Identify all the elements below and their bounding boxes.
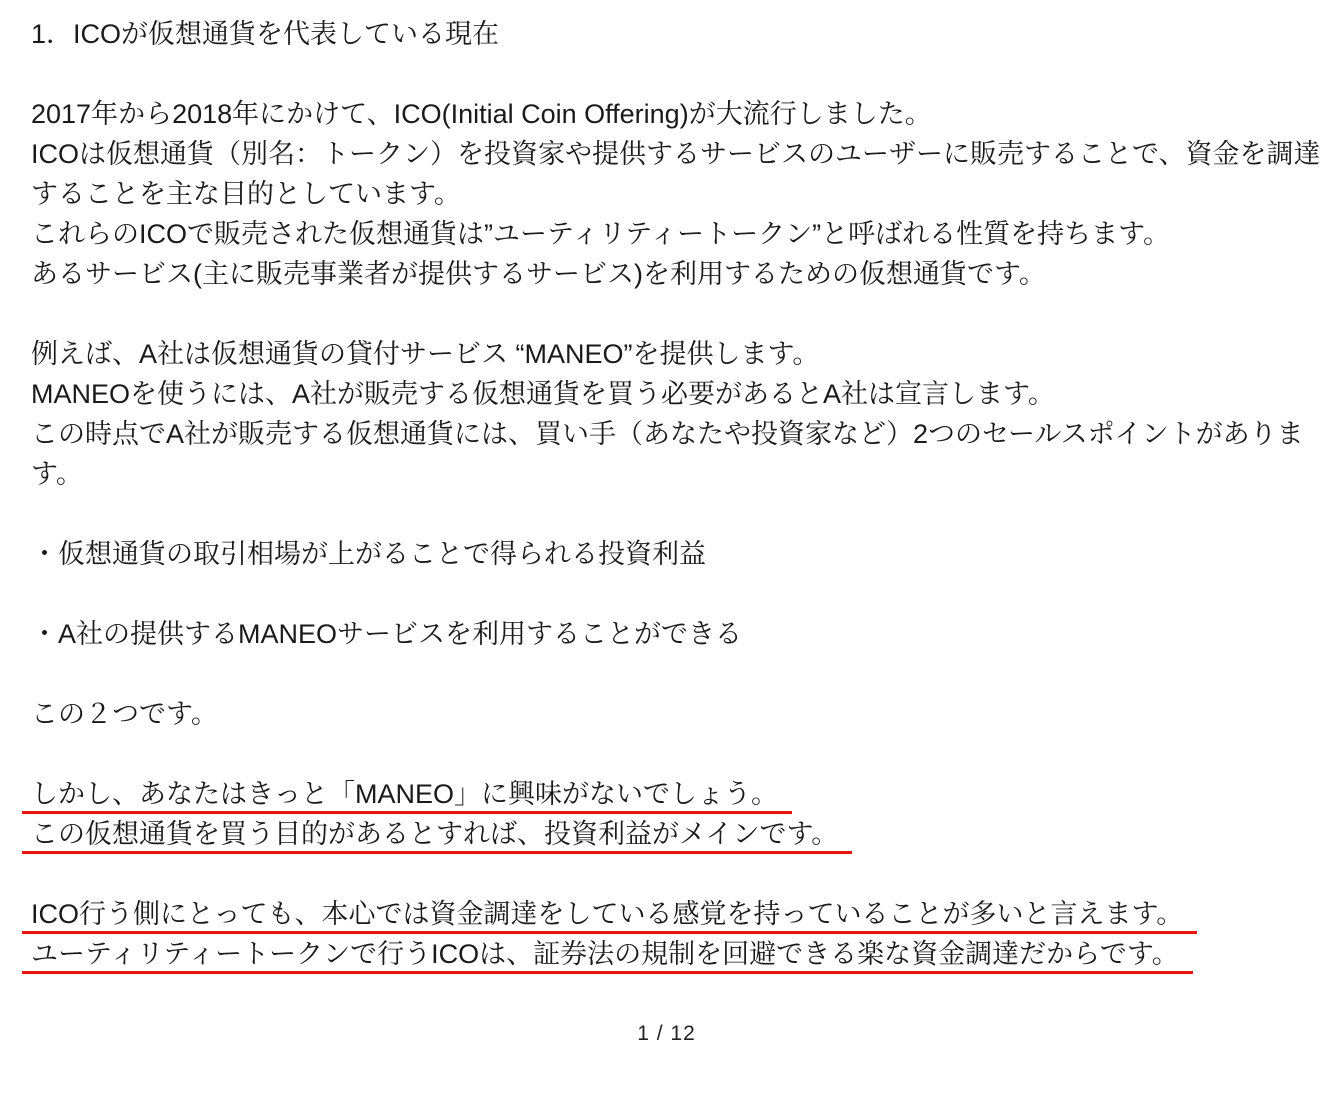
line-text: この時点でA社が販売する仮想通貨には、買い手（あなたや投資家など）2つのセールスポイントがありま xyxy=(31,419,1304,449)
paragraph xyxy=(31,694,1302,734)
text-line xyxy=(31,214,1302,254)
text-line xyxy=(31,934,1302,974)
red-underlined-text: しかし、あなたはきっと「MANEO」に興味がないでしょう。 xyxy=(22,779,792,814)
text-line xyxy=(31,774,1302,814)
text-line xyxy=(31,174,1302,214)
line-text: 2017年から2018年にかけて、ICO(Initial Coin Offering)が大流行しました。 xyxy=(31,99,932,129)
line-text: ICOは仮想通貨（別名：トークン）を投資家や提供するサービスのユーザーに販売することで、資金を調達 xyxy=(31,139,1321,169)
line-text: ・A社の提供するMANEOサービスを利用することができる xyxy=(31,619,743,649)
line-text: ・仮想通貨の取引相場が上がることで得られる投資利益 xyxy=(31,539,706,569)
section-heading: 1．ICOが仮想通貨を代表している現在 xyxy=(31,19,500,49)
text-line xyxy=(31,94,1302,134)
line-text: MANEOを使うには、A社が販売する仮想通貨を買う必要があるとA社は宣言します。 xyxy=(31,379,1055,409)
text-line xyxy=(31,534,1302,574)
paragraph xyxy=(31,614,1302,654)
line-text: これらのICOで販売された仮想通貨は”ユーティリティートークン”と呼ばれる性質を持ちます。 xyxy=(31,219,1170,249)
text-line xyxy=(31,414,1302,454)
text-line xyxy=(31,814,1302,854)
document-body xyxy=(31,94,1321,974)
red-underlined-text: ユーティリティートークンで行うICOは、証券法の規制を回避できる楽な資金調達だからです。 xyxy=(22,939,1193,974)
text-line xyxy=(31,254,1302,294)
red-underlined-text: この仮想通貨を買う目的があるとすれば、投資利益がメインです。 xyxy=(22,819,852,854)
text-line xyxy=(31,894,1302,934)
paragraph xyxy=(31,534,1302,574)
paragraph xyxy=(31,894,1302,974)
red-underlined-text: ICO行う側にとっても、本心では資金調達をしている感覚を持っていることが多いと言えます。 xyxy=(22,899,1197,934)
paragraph xyxy=(31,94,1321,294)
text-line xyxy=(31,374,1302,414)
text-line xyxy=(31,334,1302,374)
line-text: す。 xyxy=(31,459,83,489)
text-line xyxy=(31,694,1302,734)
line-text: あるサービス(主に販売事業者が提供するサービス)を利用するための仮想通貨です。 xyxy=(31,259,1046,289)
text-line xyxy=(31,454,1302,494)
text-line xyxy=(31,614,1302,654)
text-line xyxy=(31,134,1321,174)
paragraph xyxy=(31,334,1302,494)
line-text: 例えば、A社は仮想通貨の貸付サービス “MANEO”を提供します。 xyxy=(31,339,820,369)
line-text: この２つです。 xyxy=(31,699,218,729)
line-text: することを主な目的としています。 xyxy=(31,179,461,209)
page-number: 1 / 12 xyxy=(637,1022,696,1045)
paragraph xyxy=(31,774,1302,854)
